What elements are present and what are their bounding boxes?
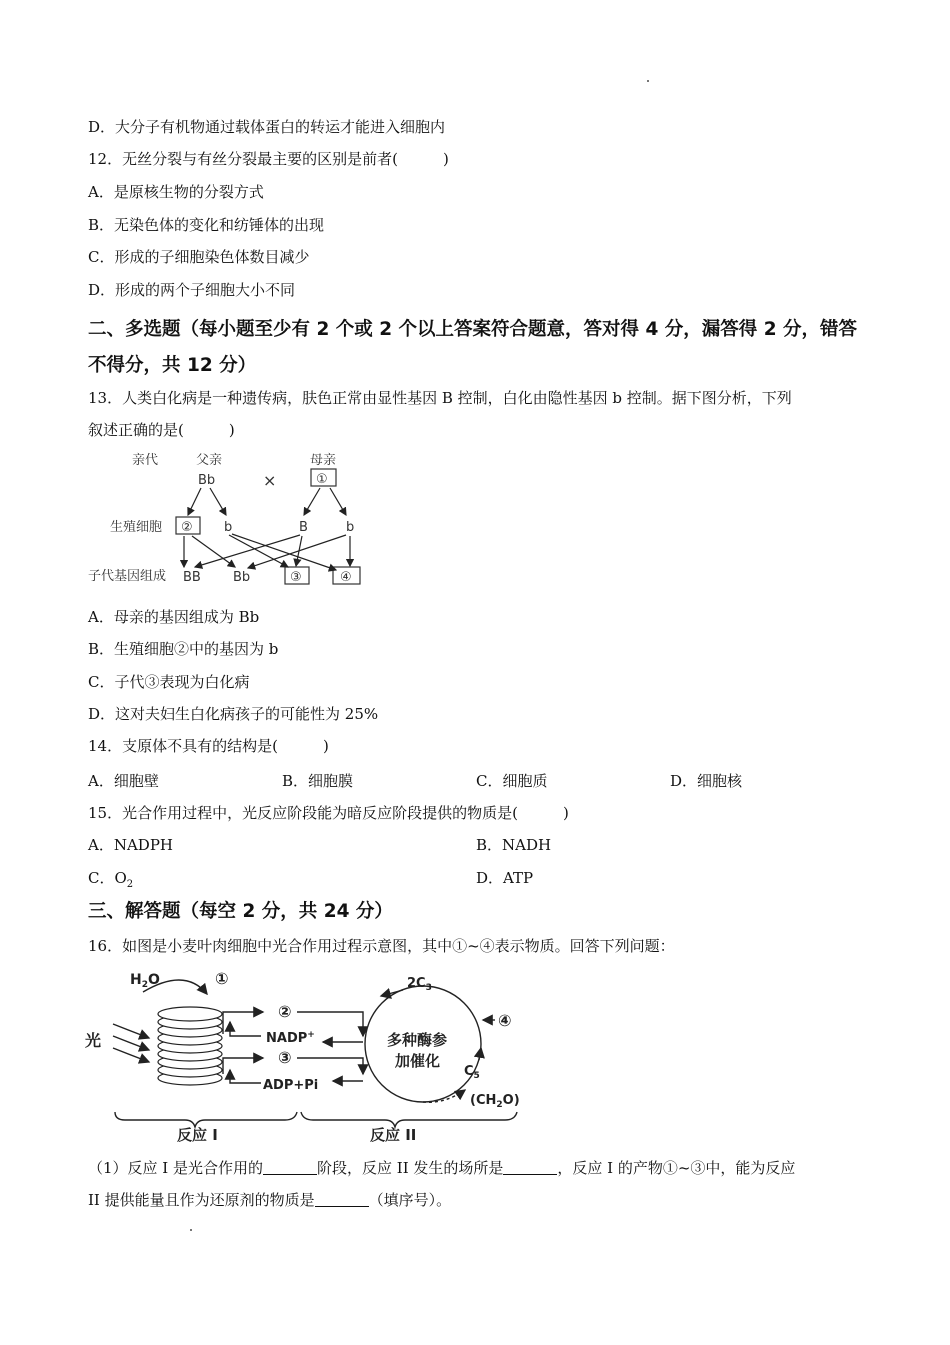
q12-option-d: D．形成的两个子细胞大小不同 [88,281,296,299]
label-father: 父亲 [196,453,223,468]
c5-label: $C_5$ [464,1064,480,1081]
arrow-father-to-b [210,488,226,515]
answer-blank-2[interactable] [503,1160,557,1175]
ch2o-label: $(CH_2O)$ [470,1093,520,1110]
product1-label: ① [215,969,229,988]
q12-option-a: A．是原核生物的分裂方式 [88,183,264,201]
q14-option-b: B．细胞膜 [282,772,354,790]
enzyme-line2: 加催化 [395,1052,441,1070]
q12-stem: 12．无丝分裂与有丝分裂最主要的区别是前者( ) [88,150,449,168]
thylakoid-stack [158,1007,222,1085]
q15-option-d: D．ATP [476,869,534,887]
q13-stem-line2: 叙述正确的是( ) [88,421,235,439]
light-ray [113,1024,149,1038]
q16-sub1-part3: ，反应 I 的产物①~③中，能为反应 [557,1159,796,1177]
q15-option-c [88,868,133,895]
gamete-B: B [299,520,308,535]
label-parents: 亲代 [132,453,159,468]
brace-reaction1 [115,1112,297,1127]
label-offspring: 子代基因组成 [88,569,167,584]
product3-label: ③ [278,1048,292,1067]
q16-sub1-line2b: （填序号）。 [368,1191,452,1209]
q12-option-b: B．无染色体的变化和纺锤体的出现 [88,216,325,234]
nadp-label: NADP+ [266,1030,315,1046]
q15-stem: 15．光合作用过程中，光反应阶段能为暗反应阶段提供的物质是( ) [88,804,569,822]
q16-sub1-line2a: II 提供能量且作为还原剂的物质是 [88,1191,315,1209]
offspring-Bb: Bb [233,570,251,585]
light-label: 光 [85,1031,102,1050]
enzyme-line1: 多种酶参 [387,1031,448,1049]
adp-pi-label: ADP+Pi [263,1078,319,1093]
father-genotype: Bb [198,473,216,488]
arrow-to-product2 [223,1012,263,1034]
scan-speck [647,80,649,82]
arrow-mother-to-b [330,488,346,515]
q15-option-c-subscript: 2 [126,879,134,890]
c3-label: $2C_3$ [407,976,432,993]
arrow-c5-regenerate [479,1048,481,1060]
cross-symbol: × [263,471,277,490]
gamete-b1: b [224,520,233,535]
q12-option-c: C．形成的子细胞染色体数目减少 [88,248,310,266]
label-gametes: 生殖细胞 [110,520,163,535]
q13-option-c: C．子代③表现为白化病 [88,673,250,691]
q14-option-c: C．细胞质 [476,772,548,790]
q16-stem: 16．如图是小麦叶肉细胞中光合作用过程示意图，其中①~④表示物质。回答下列问题： [88,937,675,955]
q13-stem-line1: 13．人类白化病是一种遗传病，肤色正常由显性基因 B 控制，白化由隐性基因 b 控制。据下图分析，下列 [88,389,792,407]
light-ray [113,1048,149,1062]
gamete-box-label: ② [181,520,193,535]
answer-blank-3[interactable] [315,1192,369,1207]
q16-sub1-line2 [88,1190,451,1210]
section3-title: 三、解答题（每空 2 分，共 24 分） [88,901,393,922]
arrow-adp-return [230,1070,261,1083]
q14-stem: 14．支原体不具有的结构是( ) [88,737,329,755]
arrow-to-ch2o [423,1090,465,1102]
product2-label: ② [278,1002,292,1021]
q15-option-b: B．NADH [476,836,552,854]
q13-option-a: A．母亲的基因组成为 Bb [88,608,260,626]
answer-blank-1[interactable] [263,1160,317,1175]
q16-sub1-part1: （1）反应 I 是光合作用的 [88,1159,264,1177]
genetics-cross-diagram [88,446,373,596]
offspring-box3-label: ③ [290,570,302,585]
q13-option-b: B．生殖细胞②中的基因为 b [88,640,279,658]
arrow-b-to-box3 [229,535,288,567]
q15-option-c-text: C．O [88,869,127,887]
q16-sub1-part2: 阶段，反应 II 发生的场所是 [317,1159,504,1177]
q14-option-a: A．细胞壁 [88,772,159,790]
offspring-bb: BB [183,570,201,585]
brace-reaction2 [301,1112,517,1127]
light-ray [113,1036,149,1050]
q14-option-d: D．细胞核 [670,772,743,790]
q11-option-d: D．大分子有机物通过载体蛋白的转运才能进入细胞内 [88,118,446,136]
reaction1-label: 反应 I [177,1126,218,1144]
arrow-to-product3 [223,1058,263,1074]
gamete-b2: b [346,520,355,535]
arrow-father-to-gamete2 [188,488,201,515]
arrow-mother-to-B [304,488,320,515]
mother-box-label: ① [316,472,328,487]
arrow-product3-to-cycle [297,1058,363,1074]
input4-label: ④ [498,1011,512,1030]
label-mother: 母亲 [310,453,337,468]
offspring-box4-label: ④ [340,570,352,585]
q15-option-a: A．NADPH [88,836,173,854]
reaction2-label: 反应 II [370,1126,417,1144]
q16-sub1-line1 [88,1158,795,1178]
section2-title-line1: 二、多选题（每小题至少有 2 个或 2 个以上答案符合题意，答对得 4 分，漏答得 2 分，错答 [88,319,858,340]
photosynthesis-diagram [85,962,535,1147]
q13-option-d: D．这对夫妇生白化病孩子的可能性为 25% [88,705,379,723]
scan-speck [190,1229,192,1231]
arrow-gamete2-to-Bb [192,536,235,567]
arrow-nadp-return [230,1022,261,1036]
h2o-label: $H_2O$ [130,972,160,990]
section2-title-line2: 不得分，共 12 分） [88,355,257,376]
